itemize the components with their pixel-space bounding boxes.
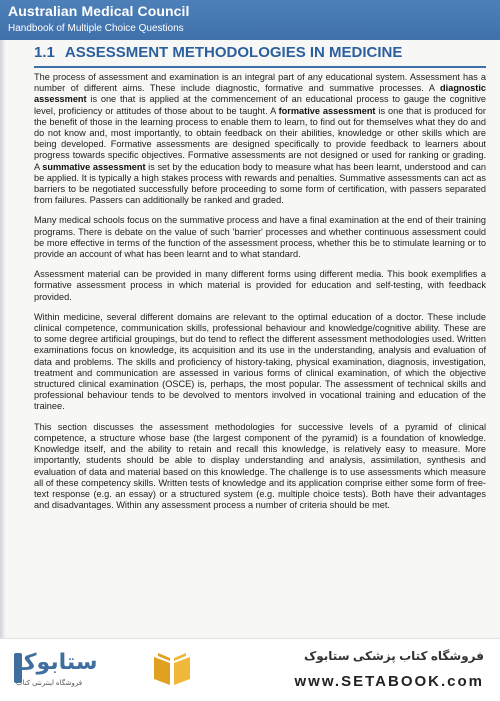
page-edge-shadow: [0, 40, 6, 638]
p1-text-a: The process of assessment and examination is an integral part of any educational system. Assessment has a number of different aims. These include diagnostic, formative and summative processes. A: [34, 72, 486, 94]
header-subtitle: Handbook of Multiple Choice Questions: [8, 23, 184, 34]
paragraph-1: [34, 72, 486, 206]
paragraph-3: Assessment material can be provided in many different forms using different media. This book exemplifies a formative assessment process in which material is provided for education and self-testing, with feedback provided.: [34, 269, 486, 302]
body-text: [34, 72, 486, 520]
section-rule: [34, 66, 486, 68]
running-header: [0, 0, 500, 40]
p1-text-e: is one that is produced for the benefit of those in the learning process to enable them to learn, to find out for themselves what they do and do not know and, most importantly, to obtain feedback on their abilities, knowledge or other skills which are being developed. Formative assessments are designed specifically to provide feedback to learners about progress towards specific objectives. Formative assessments are not designed or used for ranking or grading. A: [34, 105, 486, 172]
store-url[interactable]: www.SETABOOK.com: [294, 673, 484, 690]
paragraph-5: This section discusses the assessment methodologies for successive levels of a pyramid of clinical competence, a structure whose base (the largest component of the pyramid) is a foundation of knowledge. Knowledge itself, and the ability to retain and recall this knowledge, is relatively easy to measure. More importantly, students should be able to display understanding and analysis, assimilation, synthesis and evaluation of data and material based on this knowledge. The challenge is to use assessments which measure all of these competency skills. Written tests of knowledge and its application comprise either some form of free-text response (e.g. an essay) or a structured system (e.g. multiple choice tests). Both have their advantages and disadvantages. Within any assessment process a number of criteria should be met.: [34, 421, 486, 511]
section-title: ASSESSMENT METHODOLOGIES IN MEDICINE: [64, 44, 403, 61]
store-title: فروشگاه کتاب پزشکی ستابوک: [303, 649, 484, 663]
paragraph-2: Many medical schools focus on the summative process and have a final examination at the end of their training programs. There is debate on the value of such 'barrier' processes and whether continuous assessment could be more effective in terms of the function of the assessment process, whether this be to stimulate learning or to provide an account of what has been learnt and to what standard.: [34, 215, 486, 260]
paragraph-4: Within medicine, several different domains are relevant to the optimal education of a doctor. These include clinical competence, communication skills, professional behaviour and knowledge/cognitive ability. These are to some degree artificial groupings, but do tend to reflect the different assessment methodologies used. Written examinations focus on knowledge, its acquisition and its use in the understanding, analysis and evaluation of data and problems. The skills and proficiency of history-taking, physical examination, diagnosis, investigation, treatment and communication are assessed in various forms of clinical examination, of which the objective structured clinical examination (OSCE) is, perhaps, the most popular. The assessment of technical skills and professional behaviour tends to be devolved to mentors involved in vocational training and education of the trainee.: [34, 311, 486, 412]
term-formative-assessment: formative assessment: [278, 105, 376, 116]
section-number: 1.1: [34, 44, 55, 61]
books-icon: [150, 649, 194, 689]
logo-wordmark: ستابوک: [14, 649, 98, 674]
p1-text-c: is one that is applied at the commencement of an educational process to gauge the cognitive level, proficiency or attitudes of those about to be taught. A: [34, 94, 486, 116]
section-heading: [34, 44, 484, 64]
logo-tagline: فروشگاه اینترنتی کتاب: [16, 680, 83, 687]
term-summative-assessment: summative assessment: [42, 161, 146, 172]
term-diagnostic-assessment: diagnostic assessment: [34, 83, 486, 105]
header-title: Australian Medical Council: [8, 3, 190, 19]
watermark-footer: [0, 638, 500, 701]
p1-text-g: is set by the education body to measure what has been learnt, understood and can be applied. It is typically a high stakes process with rewards and penalties. Summative assessments can act as barriers to be negotiated successfully before proceeding to some form of certification, with passers separated from failures. Passers can additionally be ranked and graded.: [34, 161, 486, 206]
